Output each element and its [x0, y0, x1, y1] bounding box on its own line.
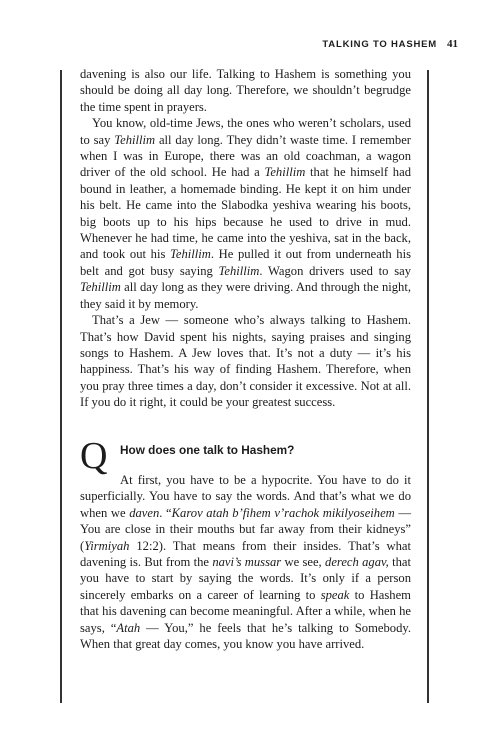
body-text: [80, 66, 411, 411]
paragraph-2: You know, old-time Jews, the ones who weren’t scholars, used to say Tehillim all day long. They didn’t waste time. I remember when I was in Europe, there was an old coachman, a wagon driver of the old school. He had a Tehillim that he himself had bound in leather, a homemade binding. He kept it on him under his belt. He came into the Slabodka yeshiva wearing his boots, big boots up to his hips because he used to drive in mud. Whenever he had time, he came into the yeshiva, sat in the back, and took out his Tehillim. He pulled it out from underneath his belt and got busy saying Tehillim. Wagon drivers used to say Tehillim all day long as they were driving. And through the night, they said it by memory.: [80, 116, 411, 311]
page-number: 41: [447, 38, 458, 50]
answer-text: [80, 472, 411, 652]
paragraph-3: That’s a Jew — someone who’s always talking to Hashem. That’s how David spent his nights, saying praises and singing songs to Hashem. A Jew loves that. It’s not a duty — it’s his happiness. That’s his way of finding Hashem. Therefore, when you pray three times a day, don’t consider it excessive. Not at all. If you do it right, it could be your greatest success.: [80, 313, 411, 410]
right-margin-rule: [427, 70, 429, 703]
left-margin-rule: [60, 70, 62, 703]
question-title: How does one talk to Hashem?: [120, 443, 295, 457]
running-header: [60, 38, 458, 50]
answer-paragraph: At first, you have to be a hypocrite. You have to do it superficially. You have to say the words. And that’s what we do when we daven. “Karov atah b’fihem v’rachok mikilyoseihem — You are close in their mouths but far away from their kidneys” (Yirmiyah 12:2). That means from their insides. That’s what davening is. But from the navi’s mussar we see, derech agav, that you have to start by saying the words. It’s only if a person sincerely embarks on a career of learning to speak to Hashem that his davening can become meaningful. After a while, when he says, “Atah — You,” he feels that he’s talking to Somebody. When that great day comes, you know you have arrived.: [80, 473, 412, 652]
paragraph-1: davening is also our life. Talking to Hashem is something you should be doing all day long. Therefore, we shouldn’t begrudge the time spent in prayers.: [80, 67, 411, 114]
question-marker: Q: [80, 435, 108, 477]
running-title: TALKING TO HASHEM: [322, 39, 437, 50]
